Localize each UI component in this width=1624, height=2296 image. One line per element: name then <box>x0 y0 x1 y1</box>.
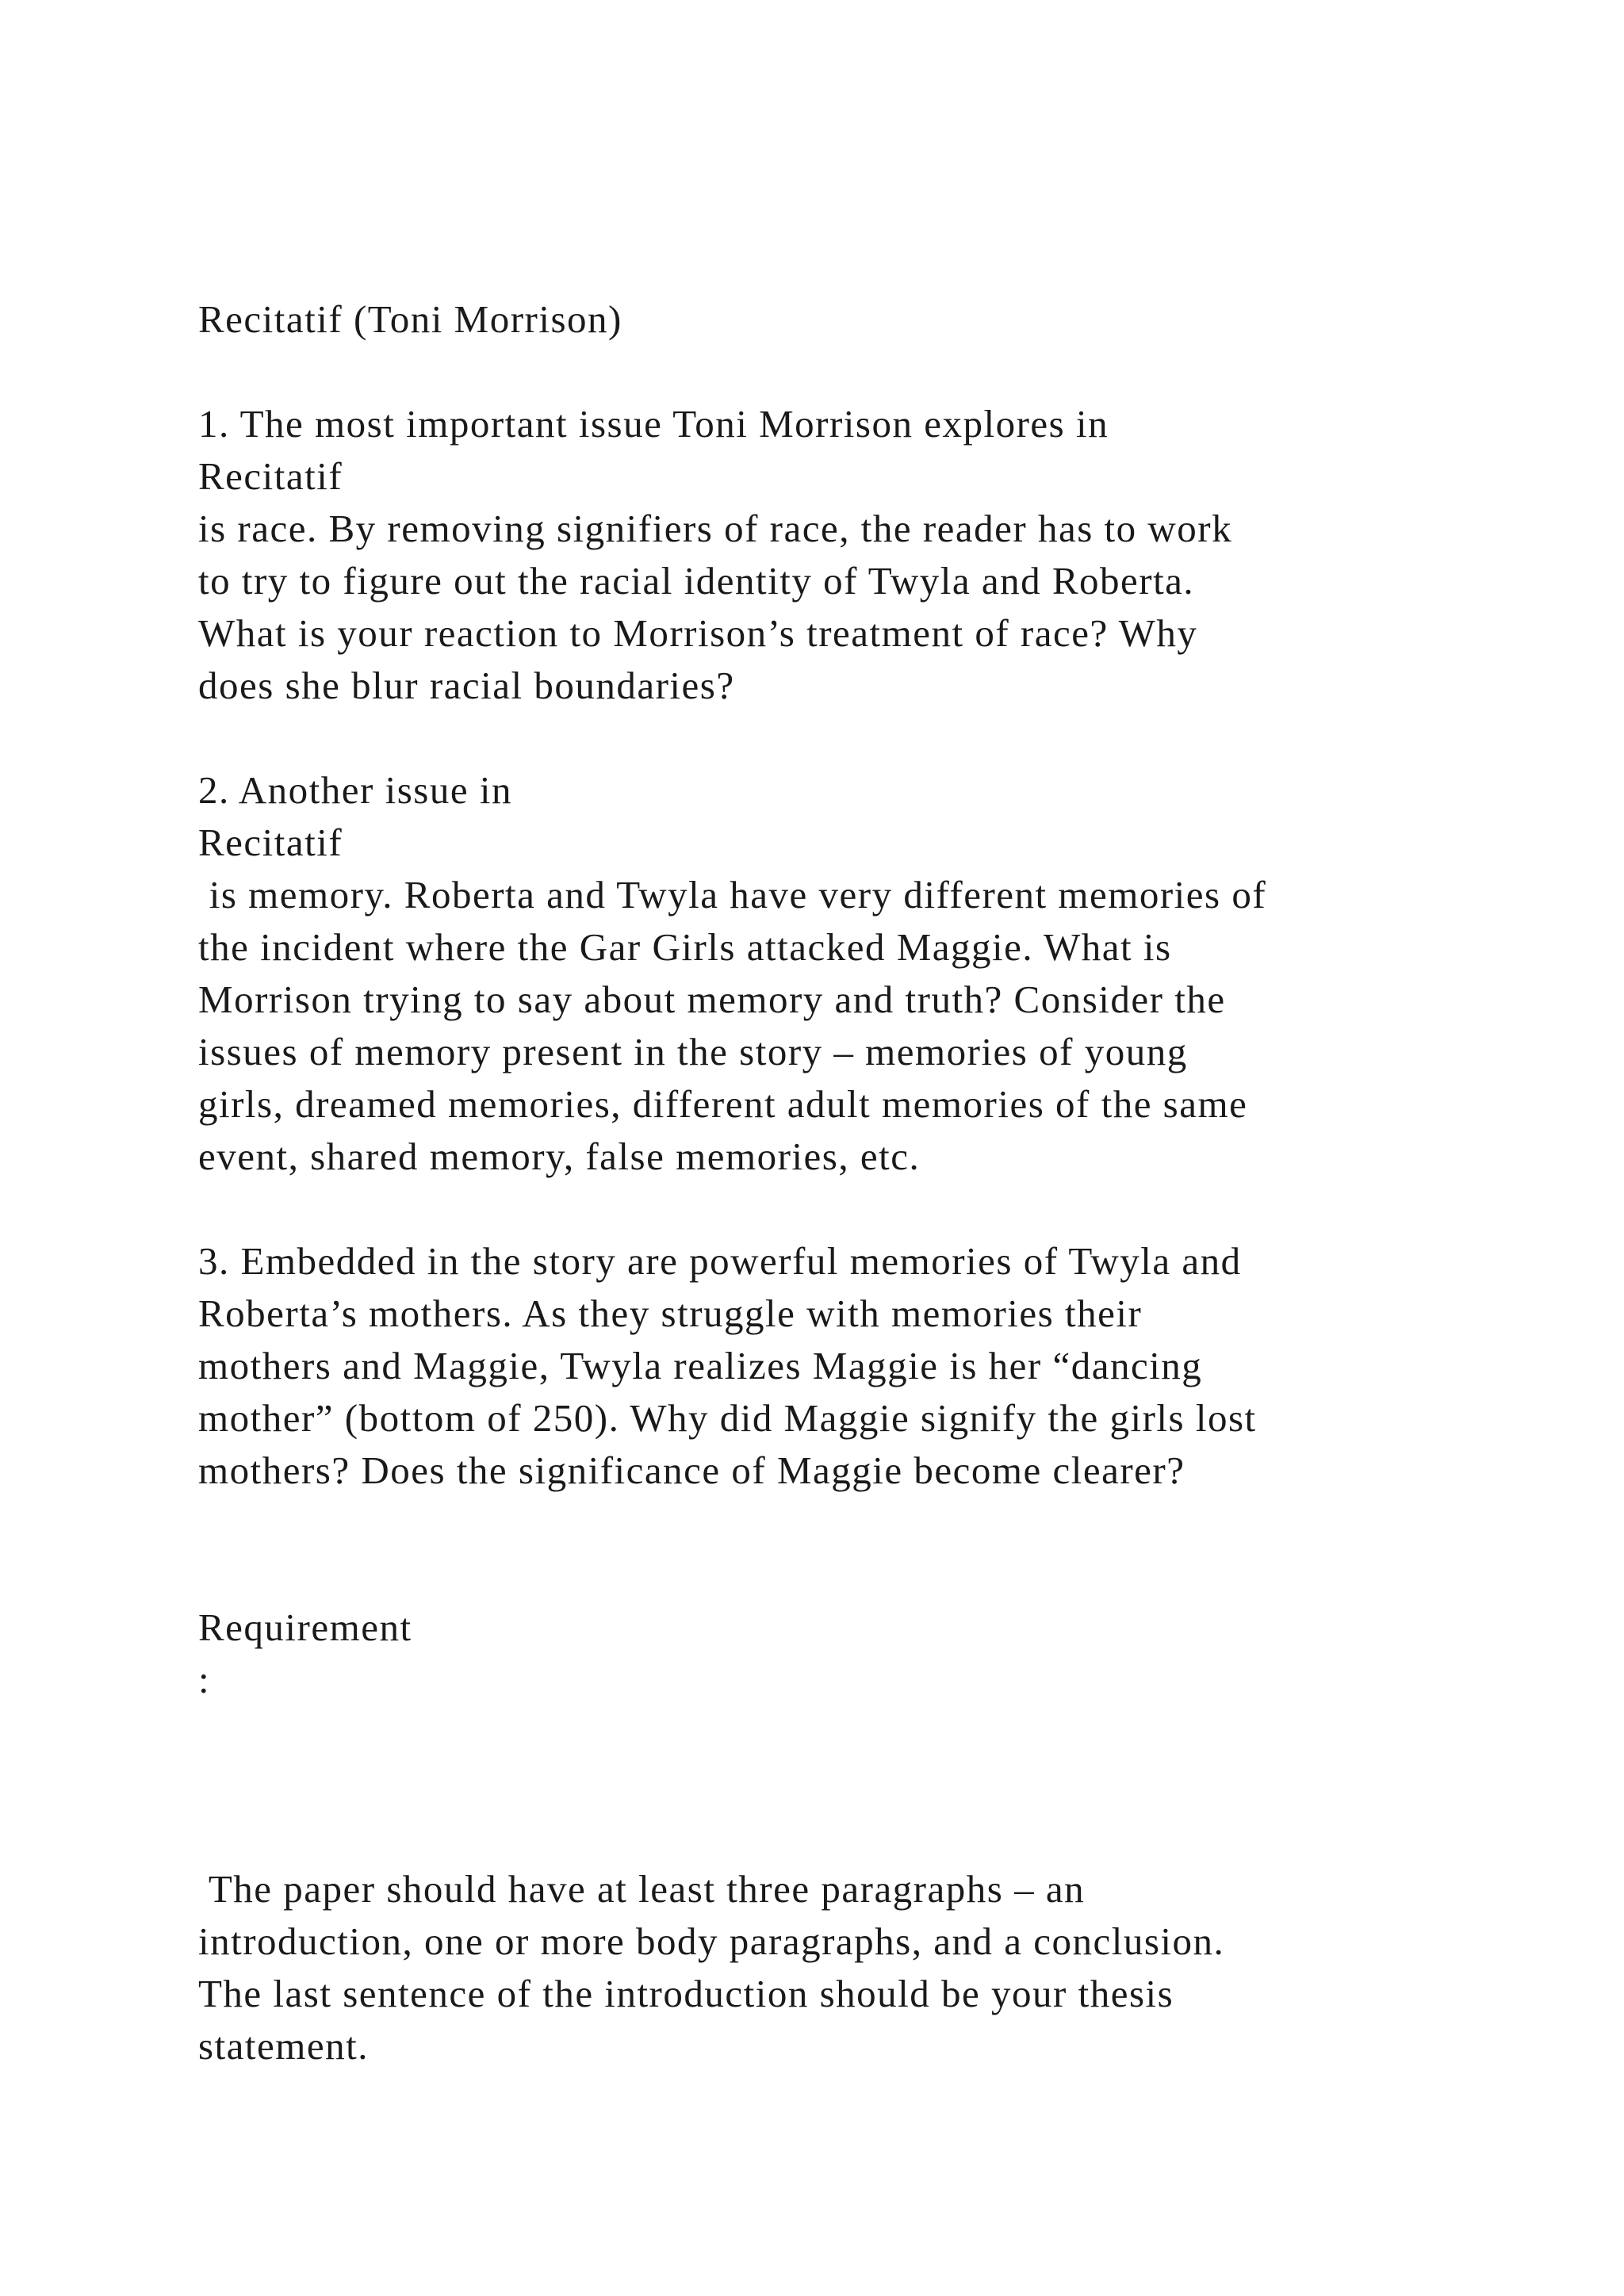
question-1-line: does she blur racial boundaries? <box>198 664 735 707</box>
question-1-line: to try to figure out the racial identity of Twyla and Roberta. <box>198 559 1195 603</box>
question-2-line: Morrison trying to say about memory and truth? Consider the <box>198 978 1226 1021</box>
question-2-line: issues of memory present in the story – memories of young <box>198 1030 1188 1073</box>
spacer <box>198 712 1546 764</box>
question-3-line: mother” (bottom of 250). Why did Maggie signify the girls lost <box>198 1396 1257 1440</box>
question-3-line: Roberta’s mothers. As they struggle with memories their <box>198 1292 1143 1335</box>
document-title: Recitatif (Toni Morrison) <box>198 297 622 341</box>
question-3-line: 3. Embedded in the story are powerful memories of Twyla and <box>198 1239 1242 1283</box>
document-body <box>198 293 1546 2072</box>
question-3-line: mothers and Maggie, Twyla realizes Maggie is her “dancing <box>198 1344 1203 1387</box>
question-1 <box>198 398 1546 712</box>
question-2-line: 2. Another issue in <box>198 768 512 812</box>
question-3 <box>198 1235 1546 1497</box>
question-1-line: is race. By removing signifiers of race, the reader has to work <box>198 507 1233 550</box>
question-2-line: the incident where the Gar Girls attacked Maggie. What is <box>198 925 1172 969</box>
question-1-line: 1. The most important issue Toni Morrison explores in <box>198 402 1109 446</box>
requirement-colon: : <box>198 1658 211 1701</box>
question-1-line: Recitatif <box>198 454 343 498</box>
requirement-body-line: statement. <box>198 2024 370 2068</box>
requirement-section <box>198 1601 1546 2072</box>
question-1-line: What is your reaction to Morrison’s treatment of race? Why <box>198 611 1198 655</box>
requirement-body-line: The last sentence of the introduction should be your thesis <box>198 1972 1174 2015</box>
question-2-line: Recitatif <box>198 821 343 864</box>
question-2-line: girls, dreamed memories, different adult memories of the same <box>198 1082 1248 1126</box>
spacer <box>198 1183 1546 1235</box>
spacer <box>198 1706 1546 1863</box>
requirement-body-line: introduction, one or more body paragraphs, and a conclusion. <box>198 1919 1225 1963</box>
question-2-line: event, shared memory, false memories, etc. <box>198 1135 921 1178</box>
question-3-line: mothers? Does the significance of Maggie become clearer? <box>198 1448 1185 1492</box>
question-2-line: is memory. Roberta and Twyla have very different memories of <box>198 873 1267 916</box>
requirement-body-line: The paper should have at least three paragraphs – an <box>198 1867 1086 1911</box>
question-2 <box>198 764 1546 1183</box>
spacer <box>198 1497 1546 1601</box>
requirement-heading: Requirement <box>198 1605 412 1649</box>
spacer <box>198 346 1546 398</box>
